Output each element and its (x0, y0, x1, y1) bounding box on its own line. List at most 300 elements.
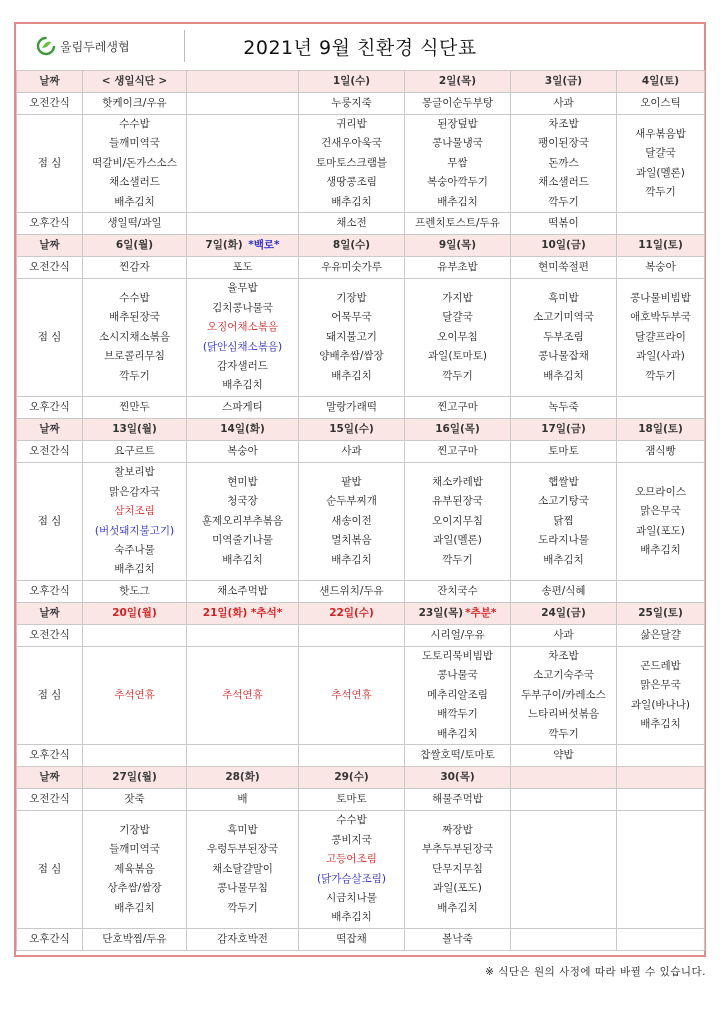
am-snack-cell (299, 625, 405, 647)
menu-item: 추석연휴 (331, 688, 372, 701)
row-label-am-snack: 오전간식 (17, 257, 83, 279)
pm-snack-cell: 찹쌀호떡/토마토 (405, 745, 511, 767)
pm-snack-cell: 약밥 (511, 745, 617, 767)
lunch-cell (511, 811, 617, 929)
pm-snack-row (17, 397, 705, 419)
menu-item: (버섯돼지불고기) (94, 524, 175, 537)
date-text: 27일(월) (112, 771, 157, 784)
menu-item: 배추김치 (437, 901, 478, 914)
pm-snack-row (17, 213, 705, 235)
date-text: 1일(수) (332, 75, 371, 87)
pm-snack-cell: 찐만두 (83, 397, 187, 419)
date-cell (83, 419, 187, 441)
menu-item: 채소샐러드 (538, 176, 589, 189)
menu-item: 우렁두부된장국 (206, 843, 278, 856)
am-snack-cell: 배 (187, 789, 299, 811)
row-label-am-snack: 오전간식 (17, 93, 83, 115)
row-label-date: 날짜 (17, 767, 83, 789)
menu-item: 건새우아욱국 (321, 137, 382, 150)
am-snack-cell: 오이스틱 (617, 93, 705, 115)
date-text: 10일(금) (541, 239, 586, 252)
menu-item: 과일(토마토) (428, 350, 487, 363)
menu-item: 된장덮밥 (437, 118, 478, 130)
menu-item: 맑은감자국 (109, 485, 160, 498)
date-text: 23일(목) (418, 607, 464, 620)
date-cell (187, 767, 299, 789)
lunch-cell (299, 647, 405, 745)
menu-item: 멸치볶음 (331, 534, 372, 547)
am-snack-cell: 찐감자 (83, 257, 187, 279)
date-row (17, 71, 705, 93)
menu-item: (닭가슴살조림) (316, 872, 387, 885)
date-cell (617, 419, 705, 441)
pm-snack-cell: 단호박찜/두유 (83, 929, 187, 951)
menu-item: 김치콩나물국 (212, 301, 273, 314)
menu-item: 깍두기 (645, 185, 676, 198)
row-label-lunch: 점 심 (17, 811, 83, 929)
date-text: 20일(월) (112, 607, 157, 620)
date-text: 9일(목) (438, 239, 477, 252)
menu-item: 깍두기 (442, 553, 473, 566)
header (14, 22, 706, 70)
menu-item: 도라지나물 (538, 534, 589, 547)
menu-item: 콩나물잡채 (538, 350, 589, 363)
menu-table (16, 70, 705, 951)
pm-snack-cell: 채소전 (299, 213, 405, 235)
menu-item: 달걀프라이 (635, 330, 686, 343)
date-text: 7일(화) (205, 239, 247, 252)
am-snack-cell: 핫케이크/우유 (83, 93, 187, 115)
menu-item: 삼치조림 (114, 505, 155, 518)
menu-item: 브로콜리무침 (104, 350, 165, 363)
lunch-cell (187, 647, 299, 745)
menu-item: 배추김치 (640, 543, 681, 556)
menu-item: 미역줄기나물 (212, 534, 273, 547)
pm-snack-cell: 녹두죽 (511, 397, 617, 419)
date-row (17, 419, 705, 441)
lunch-cell (617, 811, 705, 929)
menu-item: 느타리버섯볶음 (527, 708, 599, 721)
menu-item: 과일(포도) (433, 882, 482, 895)
pm-snack-cell: 떡잡채 (299, 929, 405, 951)
menu-item: 새우볶음밥 (635, 127, 686, 140)
menu-item: 유부된장국 (432, 495, 483, 508)
date-cell (299, 235, 405, 257)
menu-item: 배추김치 (114, 195, 155, 208)
lunch-cell (299, 279, 405, 397)
menu-item: 들깨미역국 (109, 137, 160, 150)
am-snack-cell: 사과 (511, 625, 617, 647)
lunch-cell (405, 647, 511, 745)
row-label-lunch: 점 심 (17, 647, 83, 745)
page-title: 2021년 9월 친환경 식단표 (243, 36, 477, 59)
pm-snack-cell (187, 213, 299, 235)
row-label-lunch: 점 심 (17, 115, 83, 213)
am-snack-cell: 요구르트 (83, 441, 187, 463)
menu-item: 가지밥 (442, 292, 473, 305)
menu-item: 추석연휴 (222, 688, 263, 701)
menu-item: 양배추쌈/쌈장 (319, 350, 384, 363)
menu-item: 배추김치 (331, 195, 372, 208)
menu-item: 닭찜 (553, 514, 574, 527)
pm-snack-cell: 송편/식혜 (511, 581, 617, 603)
am-snack-cell: 우유미숫가루 (299, 257, 405, 279)
menu-item: 오이무침 (437, 330, 478, 343)
date-text: 30(목) (440, 771, 475, 784)
date-cell (617, 767, 705, 789)
pm-snack-cell (617, 929, 705, 951)
date-cell (187, 603, 299, 625)
menu-item: 과일(멜론) (636, 166, 685, 179)
menu-item: 감자샐러드 (217, 359, 268, 372)
am-snack-cell (617, 789, 705, 811)
menu-item: 배추김치 (543, 369, 584, 382)
pm-snack-cell: 잔치국수 (405, 581, 511, 603)
lunch-cell (511, 115, 617, 213)
date-text: < 생일식단 > (101, 75, 168, 87)
lunch-cell (187, 463, 299, 581)
pm-snack-cell (617, 581, 705, 603)
date-text: 21일(화) *추석* (202, 607, 283, 620)
am-snack-cell: 누룽지죽 (299, 93, 405, 115)
date-extra-text: *백로* (248, 239, 280, 252)
am-snack-cell: 삶은달걀 (617, 625, 705, 647)
lunch-cell (617, 279, 705, 397)
row-label-date: 날짜 (17, 603, 83, 625)
am-snack-cell: 현미쑥절편 (511, 257, 617, 279)
menu-item: 채소샐러드 (109, 176, 160, 189)
menu-item: 훈제오리부추볶음 (201, 514, 284, 527)
date-text: 11일(토) (638, 239, 683, 252)
menu-item: 소고기숙주국 (533, 669, 594, 682)
am-snack-row (17, 93, 705, 115)
am-snack-cell: 찐고구마 (405, 441, 511, 463)
lunch-cell (187, 811, 299, 929)
lunch-cell (511, 647, 617, 745)
am-snack-cell: 사과 (299, 441, 405, 463)
menu-item: 두부구이/카레소스 (521, 688, 606, 701)
date-text: 29(수) (334, 771, 369, 784)
menu-item: 콩나물비빔밥 (630, 292, 691, 305)
am-snack-cell: 사과 (511, 93, 617, 115)
menu-item: 배추김치 (543, 553, 584, 566)
lunch-cell (187, 279, 299, 397)
date-text: 6일(월) (115, 239, 154, 252)
menu-item: 메추리알조림 (427, 688, 488, 701)
menu-item: 숙주나물 (114, 543, 155, 556)
menu-item: 흑미밥 (227, 824, 258, 837)
menu-item: 소고기미역국 (533, 311, 594, 324)
menu-item: 떡갈비/돈가스소스 (92, 156, 177, 169)
menu-item: 콩나물냉국 (432, 137, 483, 150)
menu-item: 고등어조림 (326, 853, 377, 866)
row-label-am-snack: 오전간식 (17, 441, 83, 463)
menu-item: 콩나물국 (437, 669, 478, 682)
row-label-pm-snack: 오후간식 (17, 929, 83, 951)
menu-item: 배추김치 (114, 563, 155, 576)
date-text: 4일(토) (641, 75, 680, 87)
pm-snack-cell: 감자호박전 (187, 929, 299, 951)
pm-snack-row (17, 745, 705, 767)
menu-item: 달걀국 (645, 147, 676, 160)
date-text: 13일(월) (112, 423, 157, 436)
menu-item: 배추김치 (331, 911, 372, 924)
menu-item: 수수밥 (336, 814, 367, 827)
pm-snack-cell (187, 745, 299, 767)
lunch-cell (405, 115, 511, 213)
menu-item: 과일(사과) (636, 350, 685, 363)
menu-item: 차조밥 (548, 650, 579, 663)
row-label-date: 날짜 (17, 235, 83, 257)
lunch-cell (617, 115, 705, 213)
menu-item: 깍두기 (227, 901, 258, 914)
date-cell (299, 419, 405, 441)
date-cell (405, 603, 511, 625)
pm-snack-cell (617, 745, 705, 767)
date-text: 14일(화) (220, 423, 265, 436)
pm-snack-cell: 스파게티 (187, 397, 299, 419)
am-snack-cell (187, 625, 299, 647)
menu-item: 돈까스 (548, 156, 579, 169)
pm-snack-cell: 떡볶이 (511, 213, 617, 235)
row-label-lunch: 점 심 (17, 463, 83, 581)
menu-item: 율무밥 (227, 282, 258, 295)
date-text: 8일(수) (332, 239, 371, 252)
lunch-cell (511, 279, 617, 397)
lunch-cell (83, 463, 187, 581)
lunch-cell (83, 115, 187, 213)
row-label-am-snack: 오전간식 (17, 625, 83, 647)
date-cell (617, 235, 705, 257)
am-snack-cell: 복숭아 (187, 441, 299, 463)
menu-item: 배추김치 (222, 379, 263, 392)
menu-item: 배추김치 (640, 717, 681, 730)
lunch-cell (83, 279, 187, 397)
menu-item: 맑은무국 (640, 505, 681, 518)
lunch-cell (83, 647, 187, 745)
menu-item: 상추쌈/쌈장 (107, 882, 162, 895)
lunch-row (17, 463, 705, 581)
date-cell (511, 71, 617, 93)
menu-item: 배추김치 (437, 195, 478, 208)
pm-snack-row (17, 581, 705, 603)
date-cell (83, 235, 187, 257)
am-snack-cell: 토마토 (299, 789, 405, 811)
date-text: 17일(금) (541, 423, 586, 436)
date-text: 15일(수) (329, 423, 374, 436)
am-snack-cell (511, 789, 617, 811)
menu-item: 부추두부된장국 (421, 843, 493, 856)
menu-item: 토마토스크램블 (315, 156, 387, 169)
row-label-pm-snack: 오후간식 (17, 581, 83, 603)
menu-item: 어묵무국 (331, 311, 372, 324)
menu-item: 차조밥 (548, 118, 579, 130)
am-snack-row (17, 625, 705, 647)
date-cell (511, 419, 617, 441)
menu-item: 배추김치 (437, 727, 478, 740)
date-text: 24일(금) (541, 607, 586, 620)
menu-item: 추석연휴 (114, 688, 155, 701)
lunch-cell (405, 279, 511, 397)
menu-item: 제육볶음 (114, 862, 155, 875)
menu-item: 배추김치 (114, 901, 155, 914)
date-cell (83, 603, 187, 625)
pm-snack-cell: 찐고구마 (405, 397, 511, 419)
date-cell (299, 603, 405, 625)
lunch-cell (617, 463, 705, 581)
date-text: 28(화) (225, 771, 260, 784)
row-label-pm-snack: 오후간식 (17, 213, 83, 235)
menu-item: 생땅콩조림 (326, 176, 377, 189)
am-snack-cell: 포도 (187, 257, 299, 279)
lunch-cell (299, 811, 405, 929)
row-label-am-snack: 오전간식 (17, 789, 83, 811)
menu-item: 깍두기 (119, 369, 150, 382)
menu-item: 배추김치 (222, 553, 263, 566)
lunch-cell (299, 115, 405, 213)
pm-snack-cell (299, 745, 405, 767)
date-cell (187, 71, 299, 93)
am-snack-cell: 몽글이순두부탕 (405, 93, 511, 115)
menu-item: 돼지불고기 (326, 330, 377, 343)
am-snack-cell: 잣죽 (83, 789, 187, 811)
menu-item: 곤드레밥 (640, 659, 681, 672)
date-text: 18일(토) (638, 423, 683, 436)
menu-item: 오므라이스 (635, 485, 686, 498)
date-cell (405, 767, 511, 789)
menu-item: 청국장 (227, 495, 258, 508)
row-label-date: 날짜 (17, 419, 83, 441)
menu-item: 순두부찌개 (326, 495, 377, 508)
logo-text: 울림두레생협 (60, 39, 130, 54)
menu-item: 기장밥 (336, 292, 367, 305)
menu-item: 깍두기 (442, 369, 473, 382)
am-snack-cell (83, 625, 187, 647)
menu-item: 애호박두부국 (630, 311, 691, 324)
menu-item: 깍두기 (548, 727, 579, 740)
menu-item: 배추김치 (331, 369, 372, 382)
date-cell (405, 71, 511, 93)
menu-item: 수수밥 (119, 118, 150, 130)
menu-item: 햅쌀밥 (548, 476, 579, 489)
date-extra-text: *추분* (465, 607, 497, 620)
menu-item: 팥밥 (341, 476, 362, 489)
menu-item: 소시지채소볶음 (98, 330, 170, 343)
menu-item: 배추된장국 (109, 311, 160, 324)
date-text: 16일(목) (435, 423, 480, 436)
menu-item: 오이지무침 (432, 514, 483, 527)
pm-snack-cell: 프렌치토스트/두유 (405, 213, 511, 235)
date-cell (511, 767, 617, 789)
menu-item: 찰보리밥 (114, 466, 155, 479)
am-snack-cell: 해물주먹밥 (405, 789, 511, 811)
row-label-pm-snack: 오후간식 (17, 745, 83, 767)
date-text: 3일(금) (544, 75, 583, 87)
pm-snack-cell: 말랑가래떡 (299, 397, 405, 419)
lunch-row (17, 811, 705, 929)
pm-snack-row (17, 929, 705, 951)
lunch-cell (405, 463, 511, 581)
menu-item: (닭안심채소볶음) (202, 340, 283, 353)
date-cell (405, 235, 511, 257)
menu-item: 채소카레밥 (432, 476, 483, 489)
am-snack-row (17, 441, 705, 463)
date-cell (83, 71, 187, 93)
pm-snack-cell: 생일떡/과일 (83, 213, 187, 235)
menu-item: 콩나물무침 (217, 882, 268, 895)
menu-item: 깍두기 (645, 369, 676, 382)
lunch-cell (187, 115, 299, 213)
date-cell (299, 767, 405, 789)
pm-snack-cell: 샌드위치/두유 (299, 581, 405, 603)
date-cell (83, 767, 187, 789)
footnote: ※ 식단은 원의 사정에 따라 바뀔 수 있습니다. (485, 966, 706, 978)
menu-item: 짜장밥 (442, 824, 473, 837)
pm-snack-cell (617, 213, 705, 235)
menu-item: 달걀국 (442, 311, 473, 324)
menu-item: 배추김치 (331, 553, 372, 566)
menu-item: 소고기탕국 (538, 495, 589, 508)
menu-item: 두부조림 (543, 330, 584, 343)
menu-item: 현미밥 (227, 476, 258, 489)
date-cell (187, 235, 299, 257)
row-label-date: 날짜 (17, 71, 83, 93)
am-snack-cell: 토마토 (511, 441, 617, 463)
lunch-cell (405, 811, 511, 929)
date-cell (299, 71, 405, 93)
menu-item: 복숭아깍두기 (427, 176, 488, 189)
menu-item: 과일(멜론) (433, 534, 482, 547)
row-label-lunch: 점 심 (17, 279, 83, 397)
pm-snack-cell (83, 745, 187, 767)
menu-item: 도토리묵비빔밥 (421, 650, 493, 663)
lunch-cell (511, 463, 617, 581)
menu-item: 새송이전 (331, 514, 372, 527)
menu-item: 콩비지국 (331, 833, 372, 846)
am-snack-cell: 시리얼/우유 (405, 625, 511, 647)
date-cell (617, 603, 705, 625)
date-text: 2일(목) (438, 75, 477, 87)
date-cell (187, 419, 299, 441)
lunch-row (17, 115, 705, 213)
lunch-cell (617, 647, 705, 745)
date-cell (511, 235, 617, 257)
date-row (17, 603, 705, 625)
am-snack-row (17, 789, 705, 811)
am-snack-cell (187, 93, 299, 115)
menu-item: 귀리밥 (336, 118, 367, 130)
am-snack-row (17, 257, 705, 279)
date-cell (617, 71, 705, 93)
am-snack-cell: 잼식빵 (617, 441, 705, 463)
date-cell (405, 419, 511, 441)
lunch-cell (83, 811, 187, 929)
date-text: 25일(토) (638, 607, 683, 620)
menu-item: 과일(포도) (636, 524, 685, 537)
menu-item: 오징어채소볶음 (206, 321, 278, 334)
date-text: 22일(수) (329, 607, 374, 620)
menu-item: 수수밥 (119, 292, 150, 305)
menu-item: 과일(바나나) (631, 698, 690, 711)
lunch-row (17, 279, 705, 397)
menu-item: 단무지무침 (432, 862, 483, 875)
pm-snack-cell (511, 929, 617, 951)
menu-item: 맑은무국 (640, 679, 681, 692)
menu-item: 배깍두기 (437, 708, 478, 721)
menu-item: 들깨미역국 (109, 843, 160, 856)
pm-snack-cell: 볼낙죽 (405, 929, 511, 951)
date-cell (511, 603, 617, 625)
